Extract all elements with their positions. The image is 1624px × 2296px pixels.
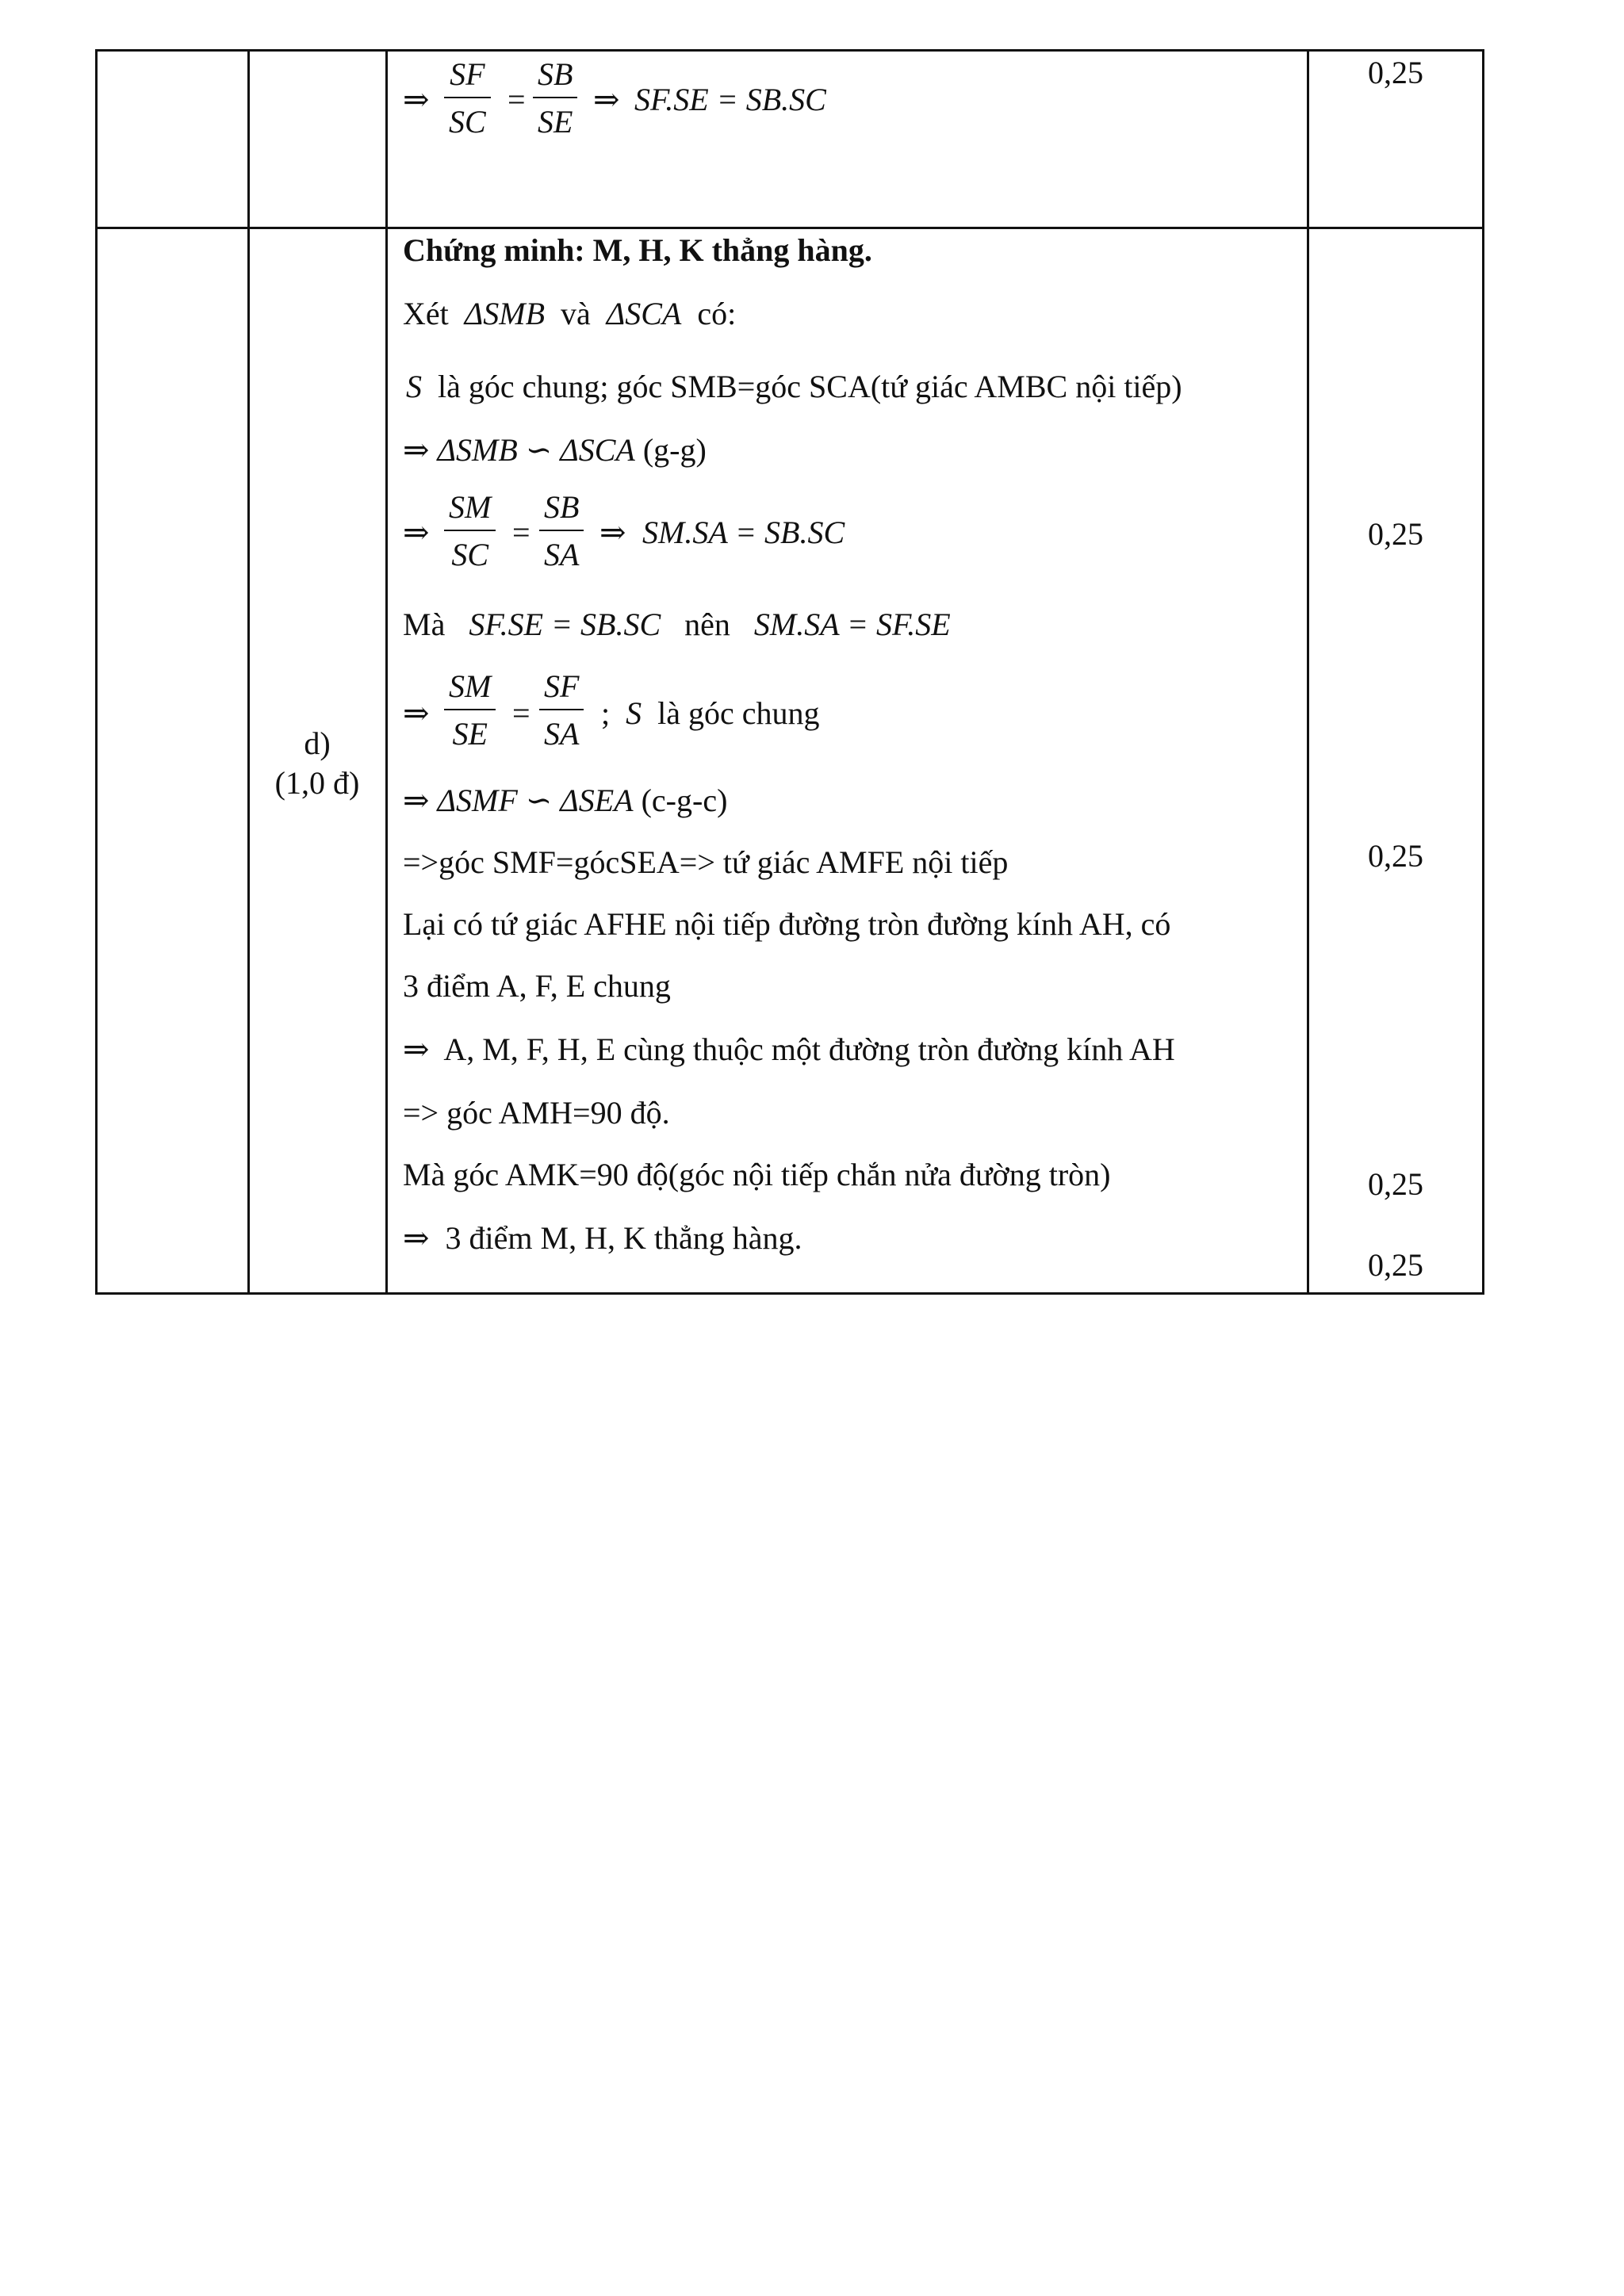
angle-amk-line: Mà góc AMK=90 độ(góc nội tiếp chắn nửa đường tròn): [403, 1157, 1111, 1192]
angle-equality-line: =>góc SMF=gócSEA=> tứ giác AMFE nội tiếp: [403, 844, 1009, 880]
triangle-smb: ΔSMB: [437, 432, 518, 468]
common-angle-line: [406, 371, 1182, 403]
fraction-bar: [444, 97, 491, 98]
implies-symbol: ⇒: [403, 695, 430, 731]
fraction-sf-sc: [444, 56, 491, 140]
triangle-smb: ΔSMB: [464, 296, 545, 331]
fraction-denominator: SA: [544, 537, 580, 572]
equals-sign: =: [512, 515, 530, 550]
triangle-smf: ΔSMF: [437, 783, 518, 818]
fraction-sm-se: [444, 668, 496, 752]
case-label: (c-g-c): [641, 783, 728, 818]
similar-symbol: ∽: [525, 432, 553, 468]
table-border-right: [1482, 49, 1484, 1295]
conclusion-line: [403, 1220, 802, 1256]
fraction-numerator: SM: [449, 668, 492, 704]
angle-amh-line: => góc AMH=90 độ.: [403, 1095, 670, 1131]
implies-symbol: ⇒: [403, 82, 430, 117]
implies-symbol: ⇒: [599, 515, 626, 550]
fraction-bar: [444, 709, 496, 710]
column-divider-1: [247, 49, 250, 1295]
additional-fact-line-2: 3 điểm A, F, E chung: [403, 968, 671, 1004]
similar-symbol: ∽: [525, 783, 553, 818]
fraction-denominator: SA: [544, 716, 580, 752]
implies-symbol: ⇒: [403, 515, 430, 550]
similar-triangles-line-2: [403, 785, 727, 817]
consider-line: [403, 298, 736, 330]
fraction-bar: [539, 530, 584, 531]
consider-suffix: có:: [697, 296, 737, 331]
fraction-numerator: SB: [538, 56, 573, 92]
score-cell: 0,25: [1368, 1247, 1423, 1283]
therefore-line: [403, 609, 951, 641]
implies-symbol: ⇒: [403, 1220, 430, 1256]
expression-2: SM.SA = SF.SE: [753, 607, 951, 642]
separator: ;: [601, 695, 611, 731]
column-divider-2: [385, 49, 388, 1295]
fraction-denominator: SC: [451, 537, 488, 572]
equation-result: SF.SE = SB.SC: [634, 82, 826, 117]
concyclic-line: [403, 1031, 1175, 1067]
score-row1: 0,25: [1368, 55, 1423, 90]
fraction-numerator: SB: [544, 489, 580, 525]
triangle-sca: ΔSCA: [606, 296, 682, 331]
ratio-angle-line: [601, 695, 820, 731]
fraction-bar: [444, 530, 496, 531]
implies-symbol: ⇒: [403, 432, 430, 468]
score-cell: 0,25: [1368, 838, 1423, 874]
fraction-numerator: SF: [544, 668, 580, 704]
table-border-bottom: [95, 1292, 1484, 1295]
fraction-denominator: SE: [538, 104, 573, 140]
implies-symbol: ⇒: [403, 783, 430, 818]
proof-title: Chứng minh: M, H, K thẳng hàng.: [403, 232, 872, 268]
concyclic-text: A, M, F, H, E cùng thuộc một đường tròn đường kính AH: [443, 1031, 1175, 1067]
equals-sign: =: [512, 695, 530, 731]
similar-triangles-line-1: [403, 434, 707, 466]
therefore-prefix: Mà: [403, 607, 446, 642]
fraction-sf-sa: [539, 668, 584, 752]
fraction-sb-se: [533, 56, 577, 140]
expression-1: SF.SE = SB.SC: [469, 607, 661, 642]
row-divider: [95, 227, 1484, 229]
score-cell: 0,25: [1368, 516, 1423, 552]
implies-symbol: ⇒: [593, 82, 620, 117]
triangle-sea: ΔSEA: [560, 783, 634, 818]
implies-symbol: ⇒: [403, 1031, 430, 1067]
fraction-denominator: SE: [452, 716, 488, 752]
and-word: và: [561, 296, 591, 331]
table-border-top: [95, 49, 1484, 52]
fraction-numerator: SF: [450, 56, 485, 92]
conclusion-text: 3 điểm M, H, K thẳng hàng.: [445, 1220, 802, 1256]
fraction-numerator: SM: [449, 489, 492, 525]
part-label: d): [304, 725, 331, 761]
angle-s: S: [406, 369, 422, 404]
column-divider-3: [1307, 49, 1309, 1295]
consider-prefix: Xét: [403, 296, 449, 331]
fraction-denominator: SC: [449, 104, 486, 140]
equation-result: SM.SA = SB.SC: [642, 515, 845, 550]
part-points: (1,0 đ): [274, 765, 360, 801]
therefore-mid: nên: [684, 607, 730, 642]
fraction-sm-sc: [444, 489, 496, 572]
table-border-left: [95, 49, 98, 1295]
common-angle-text: là góc chung: [657, 695, 820, 731]
common-angle-text: là góc chung; góc SMB=góc SCA(tứ giác AMBC nội tiếp): [438, 369, 1182, 404]
case-label: (g-g): [642, 432, 707, 468]
triangle-sca: ΔSCA: [560, 432, 635, 468]
angle-s: S: [626, 695, 642, 731]
equals-sign: =: [508, 82, 526, 117]
fraction-sb-sa: [539, 489, 584, 572]
fraction-bar: [539, 709, 584, 710]
additional-fact-line-1: Lại có tứ giác AFHE nội tiếp đường tròn đường kính AH, có: [403, 906, 1171, 942]
fraction-bar: [533, 97, 577, 98]
score-cell: 0,25: [1368, 1166, 1423, 1202]
